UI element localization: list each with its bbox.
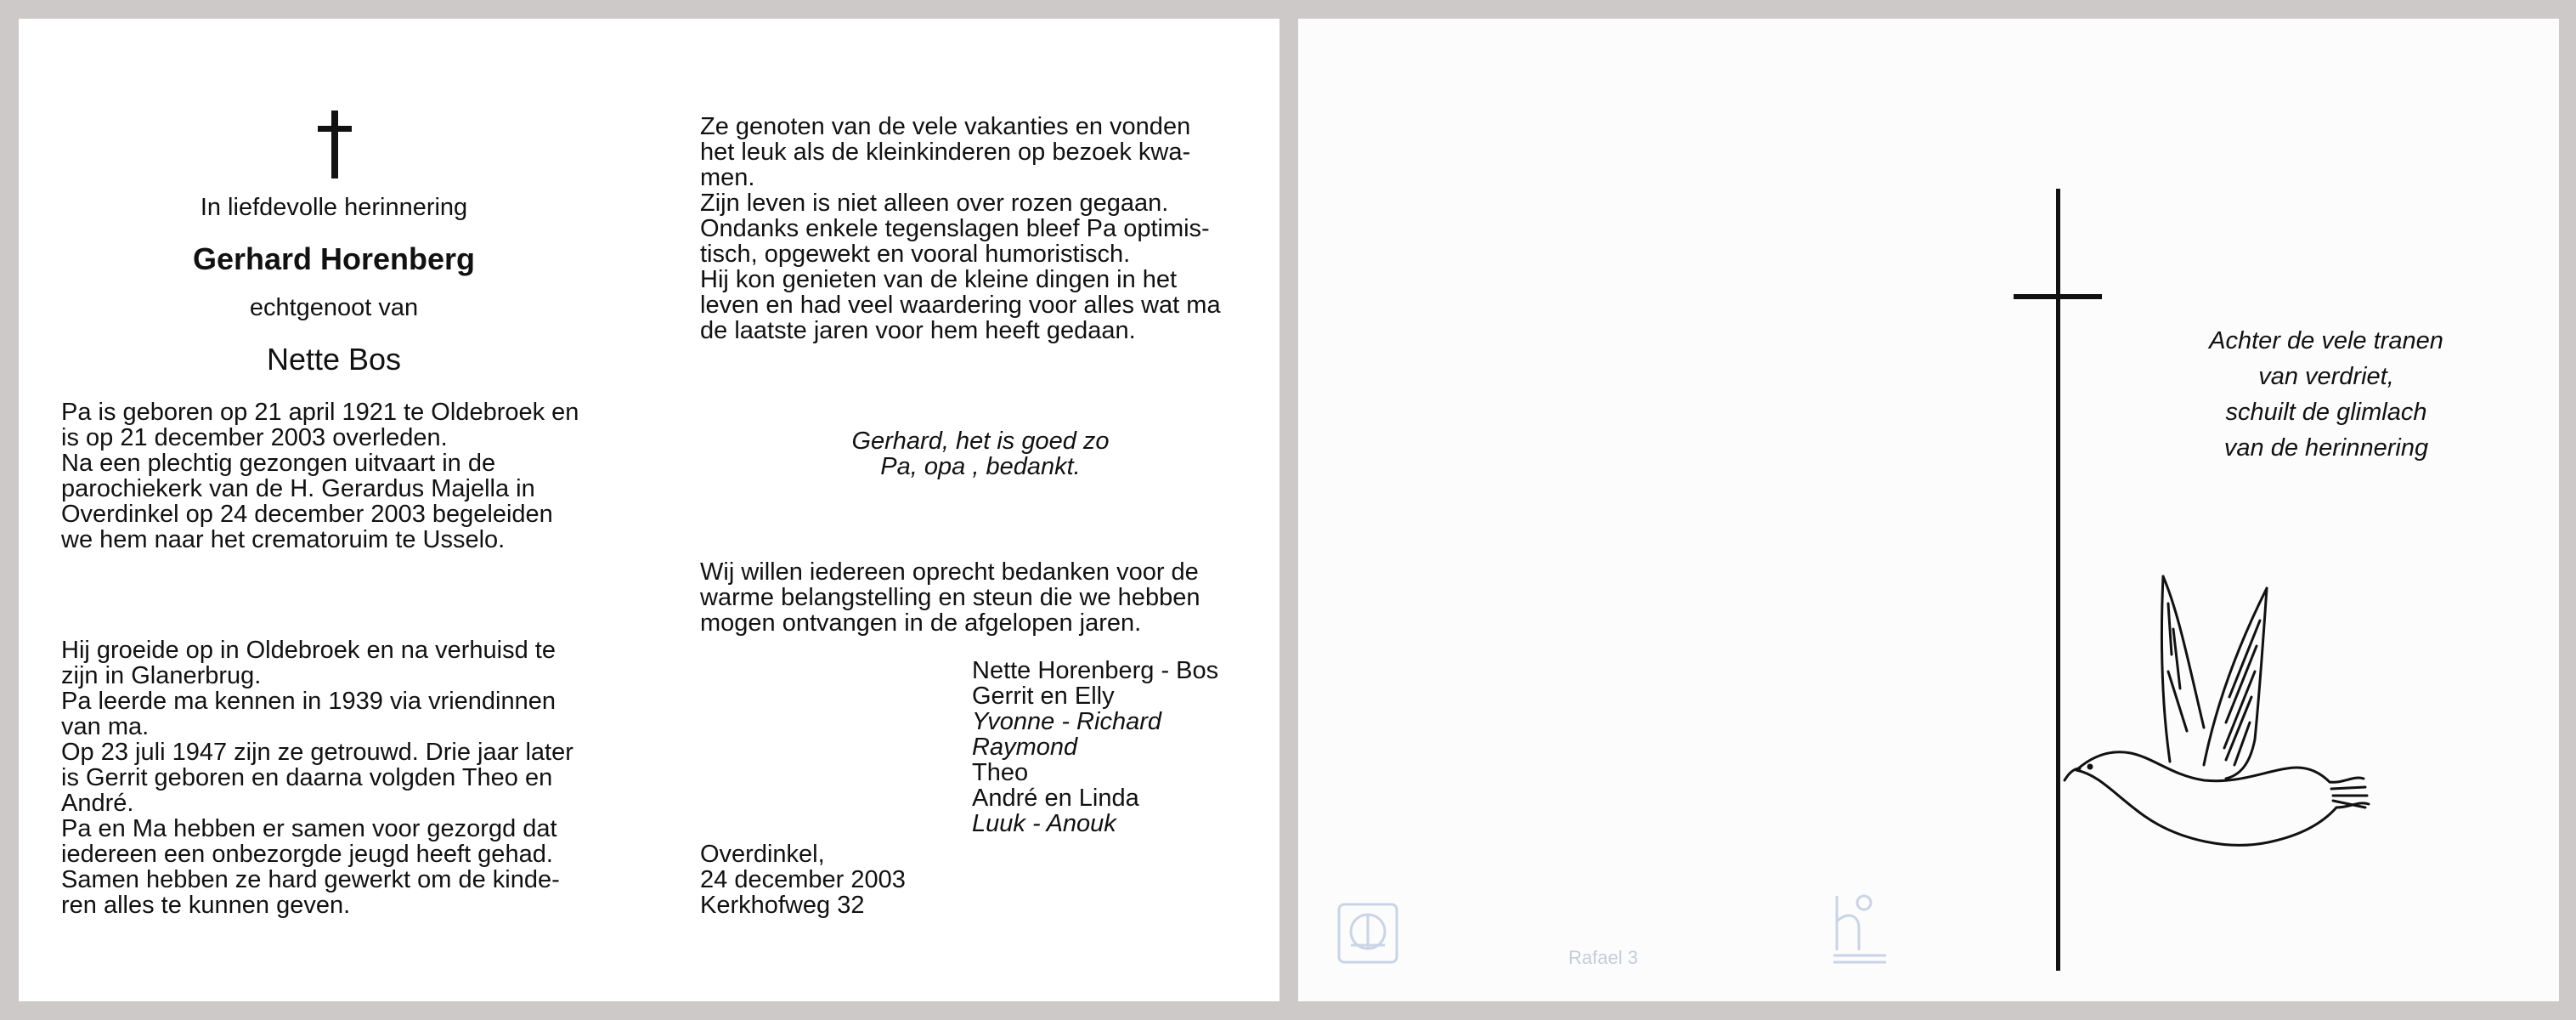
text-line: zijn in Glanerbrug. (61, 662, 262, 689)
text-line: ren alles te kunnen geven. (61, 892, 351, 919)
text-line: het leuk als de kleinkinderen op bezoek kwa- (700, 139, 1191, 166)
text-line: Pa en Ma hebben er samen voor gezorgd dat (61, 815, 557, 842)
thanks-paragraph (700, 559, 1261, 636)
text-line: Zijn leven is niet alleen over rozen gegaan. (700, 190, 1169, 217)
text-line: Na een plechtig gezongen uitvaart in de (61, 450, 496, 477)
memorial-card-inside (19, 19, 1280, 1001)
text-line: men. (700, 164, 755, 191)
text-line: Pa leerde ma kennen in 1939 via vriendinnen (61, 688, 556, 715)
text-line: André. (61, 790, 134, 817)
address-line: Overdinkel, (700, 841, 825, 868)
text-line: we hem naar het crematoruim te Usselo. (61, 526, 506, 553)
text-line: Gerhard, het is goed zo (851, 428, 1110, 455)
cross-icon (318, 110, 352, 178)
spouse-name: Nette Bos (266, 342, 402, 377)
birth-paragraph (61, 400, 622, 552)
text-line: Ondanks enkele tegenslagen bleef Pa optimis- (700, 215, 1210, 242)
text-line: Overdinkel op 24 december 2003 begeleiden (61, 501, 553, 528)
publisher-logo-icon (1336, 901, 1400, 966)
address-line: Kerkhofweg 32 (700, 892, 865, 919)
family-line: Yvonne - Richard (972, 708, 1161, 735)
text-line: Hij groeide op in Oldebroek en na verhuisd te (61, 637, 556, 664)
poem-line: van verdriet, (2258, 363, 2394, 390)
text-line: parochiekerk van de H. Gerardus Majella in (61, 475, 535, 502)
cross-bar (2014, 294, 2102, 299)
family-line: Nette Horenberg - Bos (972, 657, 1219, 684)
thanks-quote (700, 428, 1261, 479)
card-reference: Rafael 3 (1568, 947, 1638, 968)
holiday-paragraph (700, 114, 1261, 343)
text-line: iedereen een onbezorgde jeugd heeft gehad. (61, 841, 553, 868)
text-line: tisch, opgewekt en vooral humoristisch. (700, 241, 1131, 268)
text-line: Pa, opa , bedankt. (880, 453, 1081, 480)
memorial-card-cover (1298, 19, 2559, 1001)
family-line: André en Linda (972, 785, 1139, 812)
youth-paragraph (61, 638, 622, 918)
address-block (700, 842, 906, 918)
text-line: Ze genoten van de vele vakanties en vonden (700, 113, 1191, 140)
text-line: mogen ontvangen in de afgelopen jaren. (700, 609, 1142, 637)
family-line: Gerrit en Elly (972, 683, 1115, 710)
family-signatures (972, 658, 1218, 836)
text-line: is op 21 december 2003 overleden. (61, 424, 448, 451)
family-line: Theo (972, 759, 1029, 786)
text-line: Hij kon genieten van de kleine dingen in het (700, 266, 1178, 293)
text-line: de laatste jaren voor hem heeft gedaan. (700, 317, 1136, 344)
text-line: Pa is geboren op 21 april 1921 te Oldebroek en (61, 399, 579, 426)
text-line: Wij willen iedereen oprecht bedanken voor de (700, 558, 1199, 586)
text-line: warme belangstelling en steun die we hebben (700, 584, 1200, 611)
text-line: Op 23 juli 1947 zijn ze getrouwd. Drie jaar later (61, 739, 573, 766)
address-line: 24 december 2003 (700, 866, 906, 893)
publisher-logo-icon (1830, 891, 1890, 969)
dove-icon (2059, 552, 2374, 867)
poem-line: schuilt de glimlach (2225, 399, 2427, 426)
family-line: Luuk - Anouk (972, 810, 1116, 837)
text-line: is Gerrit geboren en daarna volgden Theo en (61, 764, 553, 791)
text-line: van ma. (61, 713, 150, 740)
spouse-label: echtgenoot van (249, 294, 419, 321)
family-line: Raymond (972, 734, 1078, 761)
poem-line: van de herinnering (2223, 434, 2429, 462)
poem-line: Achter de vele tranen (2209, 327, 2443, 354)
intro-text: In liefdevolle herinnering (200, 194, 468, 221)
deceased-name: Gerhard Horenberg (192, 241, 476, 276)
poem (2156, 323, 2496, 466)
text-line: Samen hebben ze hard gewerkt om de kinde- (61, 866, 560, 893)
text-line: leven en had veel waardering voor alles wat ma (700, 292, 1221, 319)
